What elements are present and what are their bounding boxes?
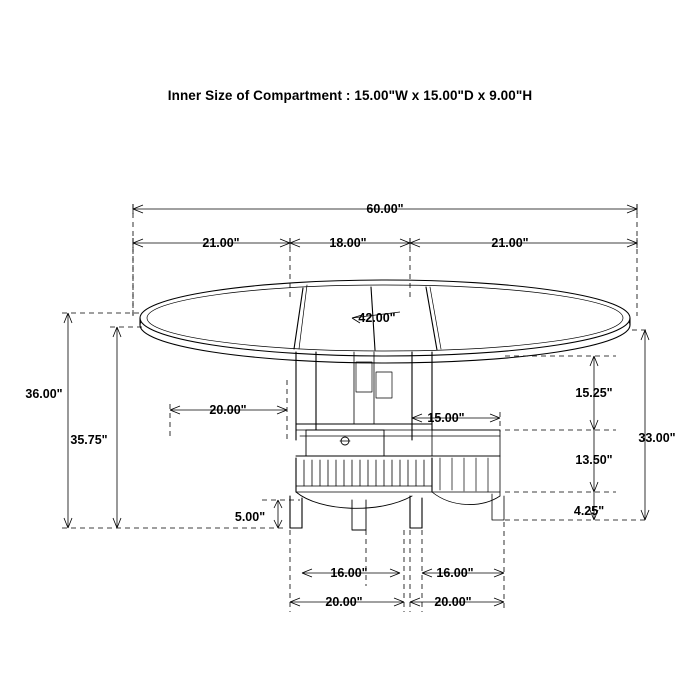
dim-label-top-left-segment: 21.00" — [202, 235, 240, 250]
dim-label-upper-base-height: 15.25" — [575, 385, 613, 400]
dim-label-foot-height: 4.25" — [573, 503, 605, 518]
dim-label-height-to-top-underside: 35.75" — [70, 432, 108, 447]
dim-label-compartment-width: 15.00" — [427, 410, 465, 425]
dim-label-top-depth: 42.00" — [358, 310, 396, 325]
page-title: Inner Size of Compartment : 15.00"W x 15.00"D x 9.00"H — [167, 88, 533, 103]
dim-label-top-leaf-segment: 18.00" — [329, 235, 367, 250]
dim-label-top-right-segment: 21.00" — [491, 235, 529, 250]
dim-label-foot-clearance: 5.00" — [234, 509, 266, 524]
dim-label-base-shelf-width: 20.00" — [209, 402, 247, 417]
dim-label-lower-base-height: 13.50" — [575, 452, 613, 467]
dim-label-right-overall-height: 33.00" — [638, 430, 676, 445]
dim-label-foot-right-outer: 20.00" — [434, 594, 472, 609]
dim-label-foot-left-inner: 16.00" — [330, 565, 368, 580]
dim-label-foot-right-inner: 16.00" — [436, 565, 474, 580]
dim-label-height-total: 36.00" — [25, 386, 63, 401]
dim-label-top-overall-width: 60.00" — [366, 201, 404, 216]
dim-label-foot-left-outer: 20.00" — [325, 594, 363, 609]
